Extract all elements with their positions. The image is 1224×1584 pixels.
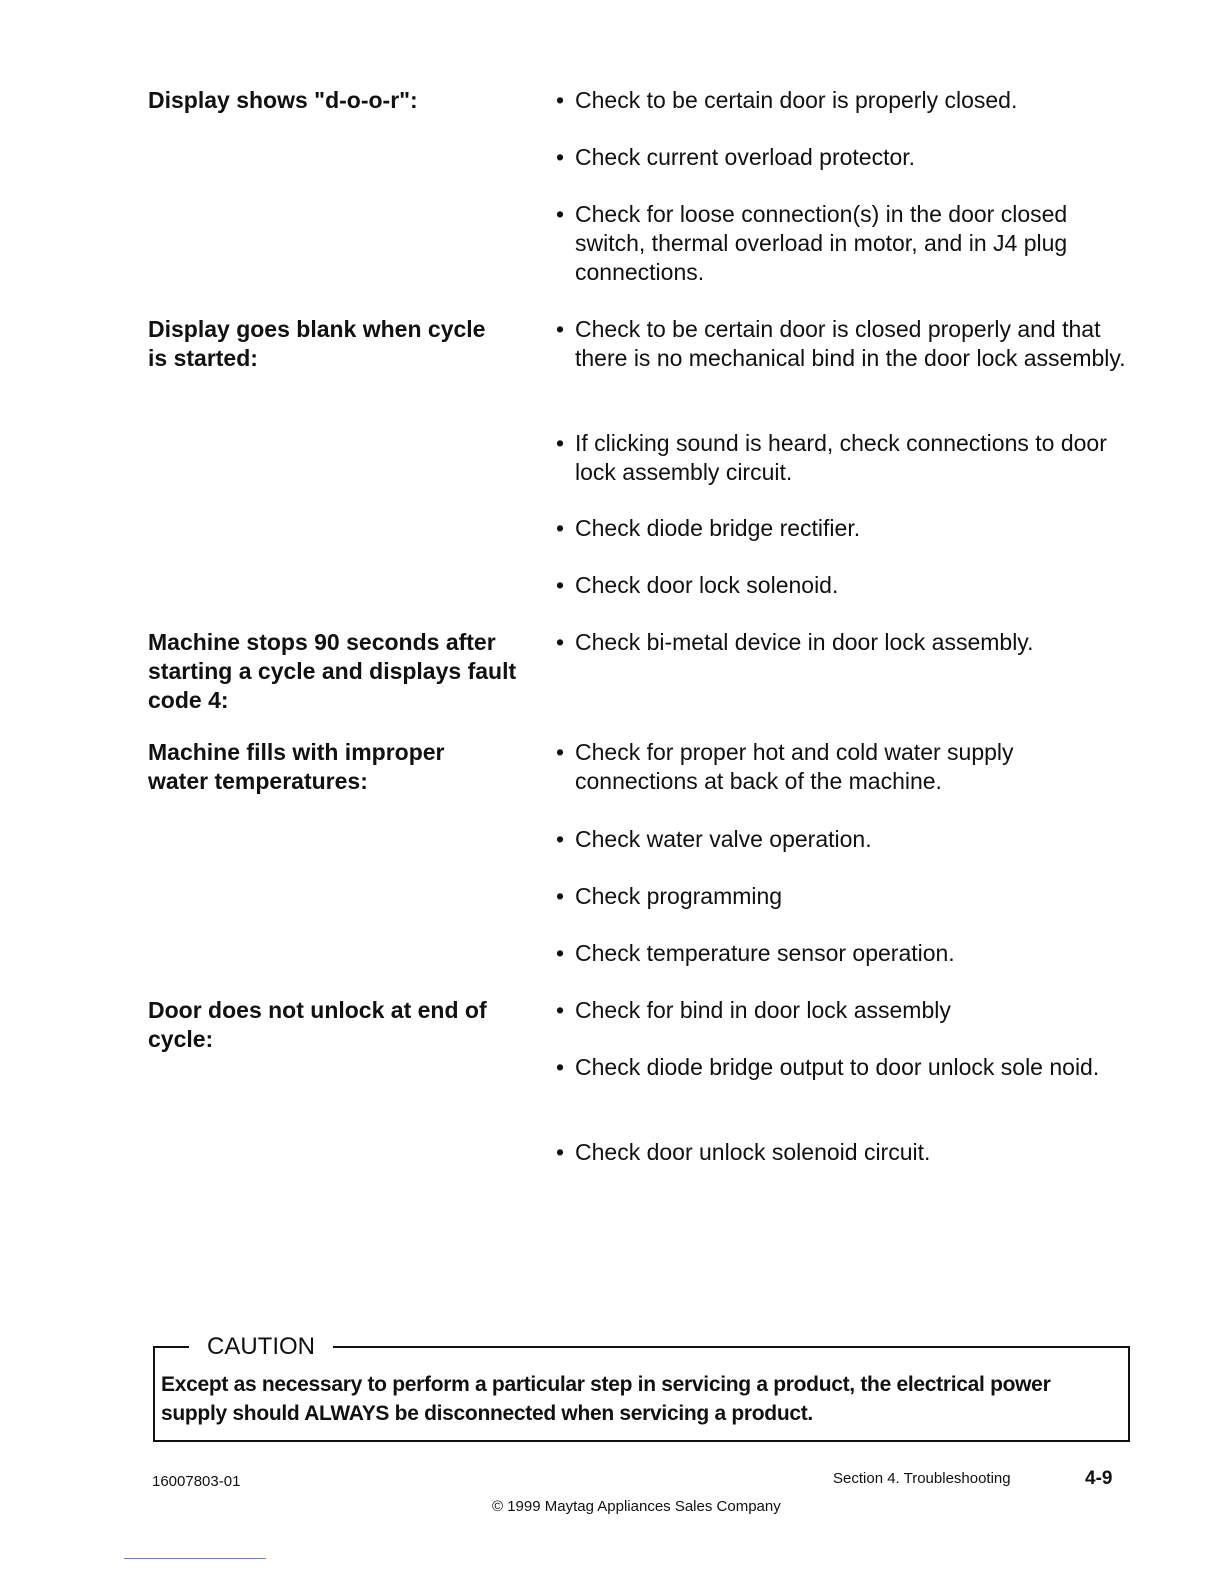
check-text: Check for loose connection(s) in the door closed switch, thermal overload in motor, and in J4 plug connections. xyxy=(575,201,1068,285)
symptom-label: Display shows "d-o-o-r": xyxy=(148,87,418,113)
caution-title: CAUTION xyxy=(203,1334,319,1360)
symptom-label: Display goes blank when cycle is started: xyxy=(148,316,486,371)
caution-border-left xyxy=(153,1346,189,1348)
check-item xyxy=(556,996,1135,1025)
check-text: Check water valve operation. xyxy=(575,826,872,852)
caution-box xyxy=(153,1333,1130,1442)
bullet-icon: • xyxy=(556,430,565,456)
check-item xyxy=(556,571,1135,600)
bullet-icon: • xyxy=(556,826,565,852)
check-item xyxy=(556,143,1135,172)
bullet-icon: • xyxy=(556,1139,565,1165)
symptom-label: Door does not unlock at end of cycle: xyxy=(148,997,487,1052)
check-item xyxy=(556,200,1135,287)
check-text: Check for bind in door lock assembly xyxy=(575,997,951,1023)
document-number: 16007803-01 xyxy=(152,1473,241,1490)
symptom-label: Machine fills with improper water temperatures: xyxy=(148,739,445,794)
bullet-icon: • xyxy=(556,940,565,966)
bullet-icon: • xyxy=(556,739,565,765)
check-text: Check door unlock solenoid circuit. xyxy=(575,1139,931,1165)
copyright: © 1999 Maytag Appliances Sales Company xyxy=(492,1498,781,1515)
check-item xyxy=(556,939,1135,968)
check-item xyxy=(556,86,1135,115)
bullet-icon: • xyxy=(556,201,565,227)
check-text: Check for proper hot and cold water supply connections at back of the machine. xyxy=(575,739,1014,794)
check-item xyxy=(556,882,1135,911)
bullet-icon: • xyxy=(556,1054,565,1080)
symptom-label: Machine stops 90 seconds after starting a cycle and displays fault code 4: xyxy=(148,629,517,713)
check-item xyxy=(556,1138,1135,1167)
check-item xyxy=(556,429,1135,487)
check-text: Check diode bridge output to door unlock sole noid. xyxy=(575,1054,1100,1080)
bullet-icon: • xyxy=(556,144,565,170)
check-text: Check to be certain door is closed properly and that there is no mechanical bind in the door lock assembly. xyxy=(575,316,1126,371)
page-number: 4-9 xyxy=(1085,1468,1113,1489)
caution-text: Except as necessary to perform a particular step in servicing a product, the electrical power supply should ALWAYS be disconnected when servicing a product. xyxy=(161,1373,1051,1425)
section-label: Section 4. Troubleshooting xyxy=(833,1470,1011,1487)
check-item xyxy=(556,315,1135,373)
check-text: Check programming xyxy=(575,883,783,909)
check-text: Check to be certain door is properly closed. xyxy=(575,87,1018,113)
check-text: If clicking sound is heard, check connections to door lock assembly circuit. xyxy=(575,430,1107,485)
bottom-rule xyxy=(124,1558,266,1559)
check-item xyxy=(556,628,1135,657)
bullet-icon: • xyxy=(556,883,565,909)
caution-border-right xyxy=(333,1346,1130,1348)
check-item xyxy=(556,1053,1135,1082)
check-text: Check temperature sensor operation. xyxy=(575,940,955,966)
check-text: Check current overload protector. xyxy=(575,144,916,170)
bullet-icon: • xyxy=(556,997,565,1023)
bullet-icon: • xyxy=(556,87,565,113)
check-text: Check bi-metal device in door lock assembly. xyxy=(575,629,1034,655)
bullet-icon: • xyxy=(556,572,565,598)
check-item xyxy=(556,825,1135,854)
bullet-icon: • xyxy=(556,629,565,655)
check-item xyxy=(556,514,1135,543)
check-item xyxy=(556,738,1135,796)
bullet-icon: • xyxy=(556,316,565,342)
bullet-icon: • xyxy=(556,515,565,541)
check-text: Check diode bridge rectifier. xyxy=(575,515,861,541)
check-text: Check door lock solenoid. xyxy=(575,572,839,598)
